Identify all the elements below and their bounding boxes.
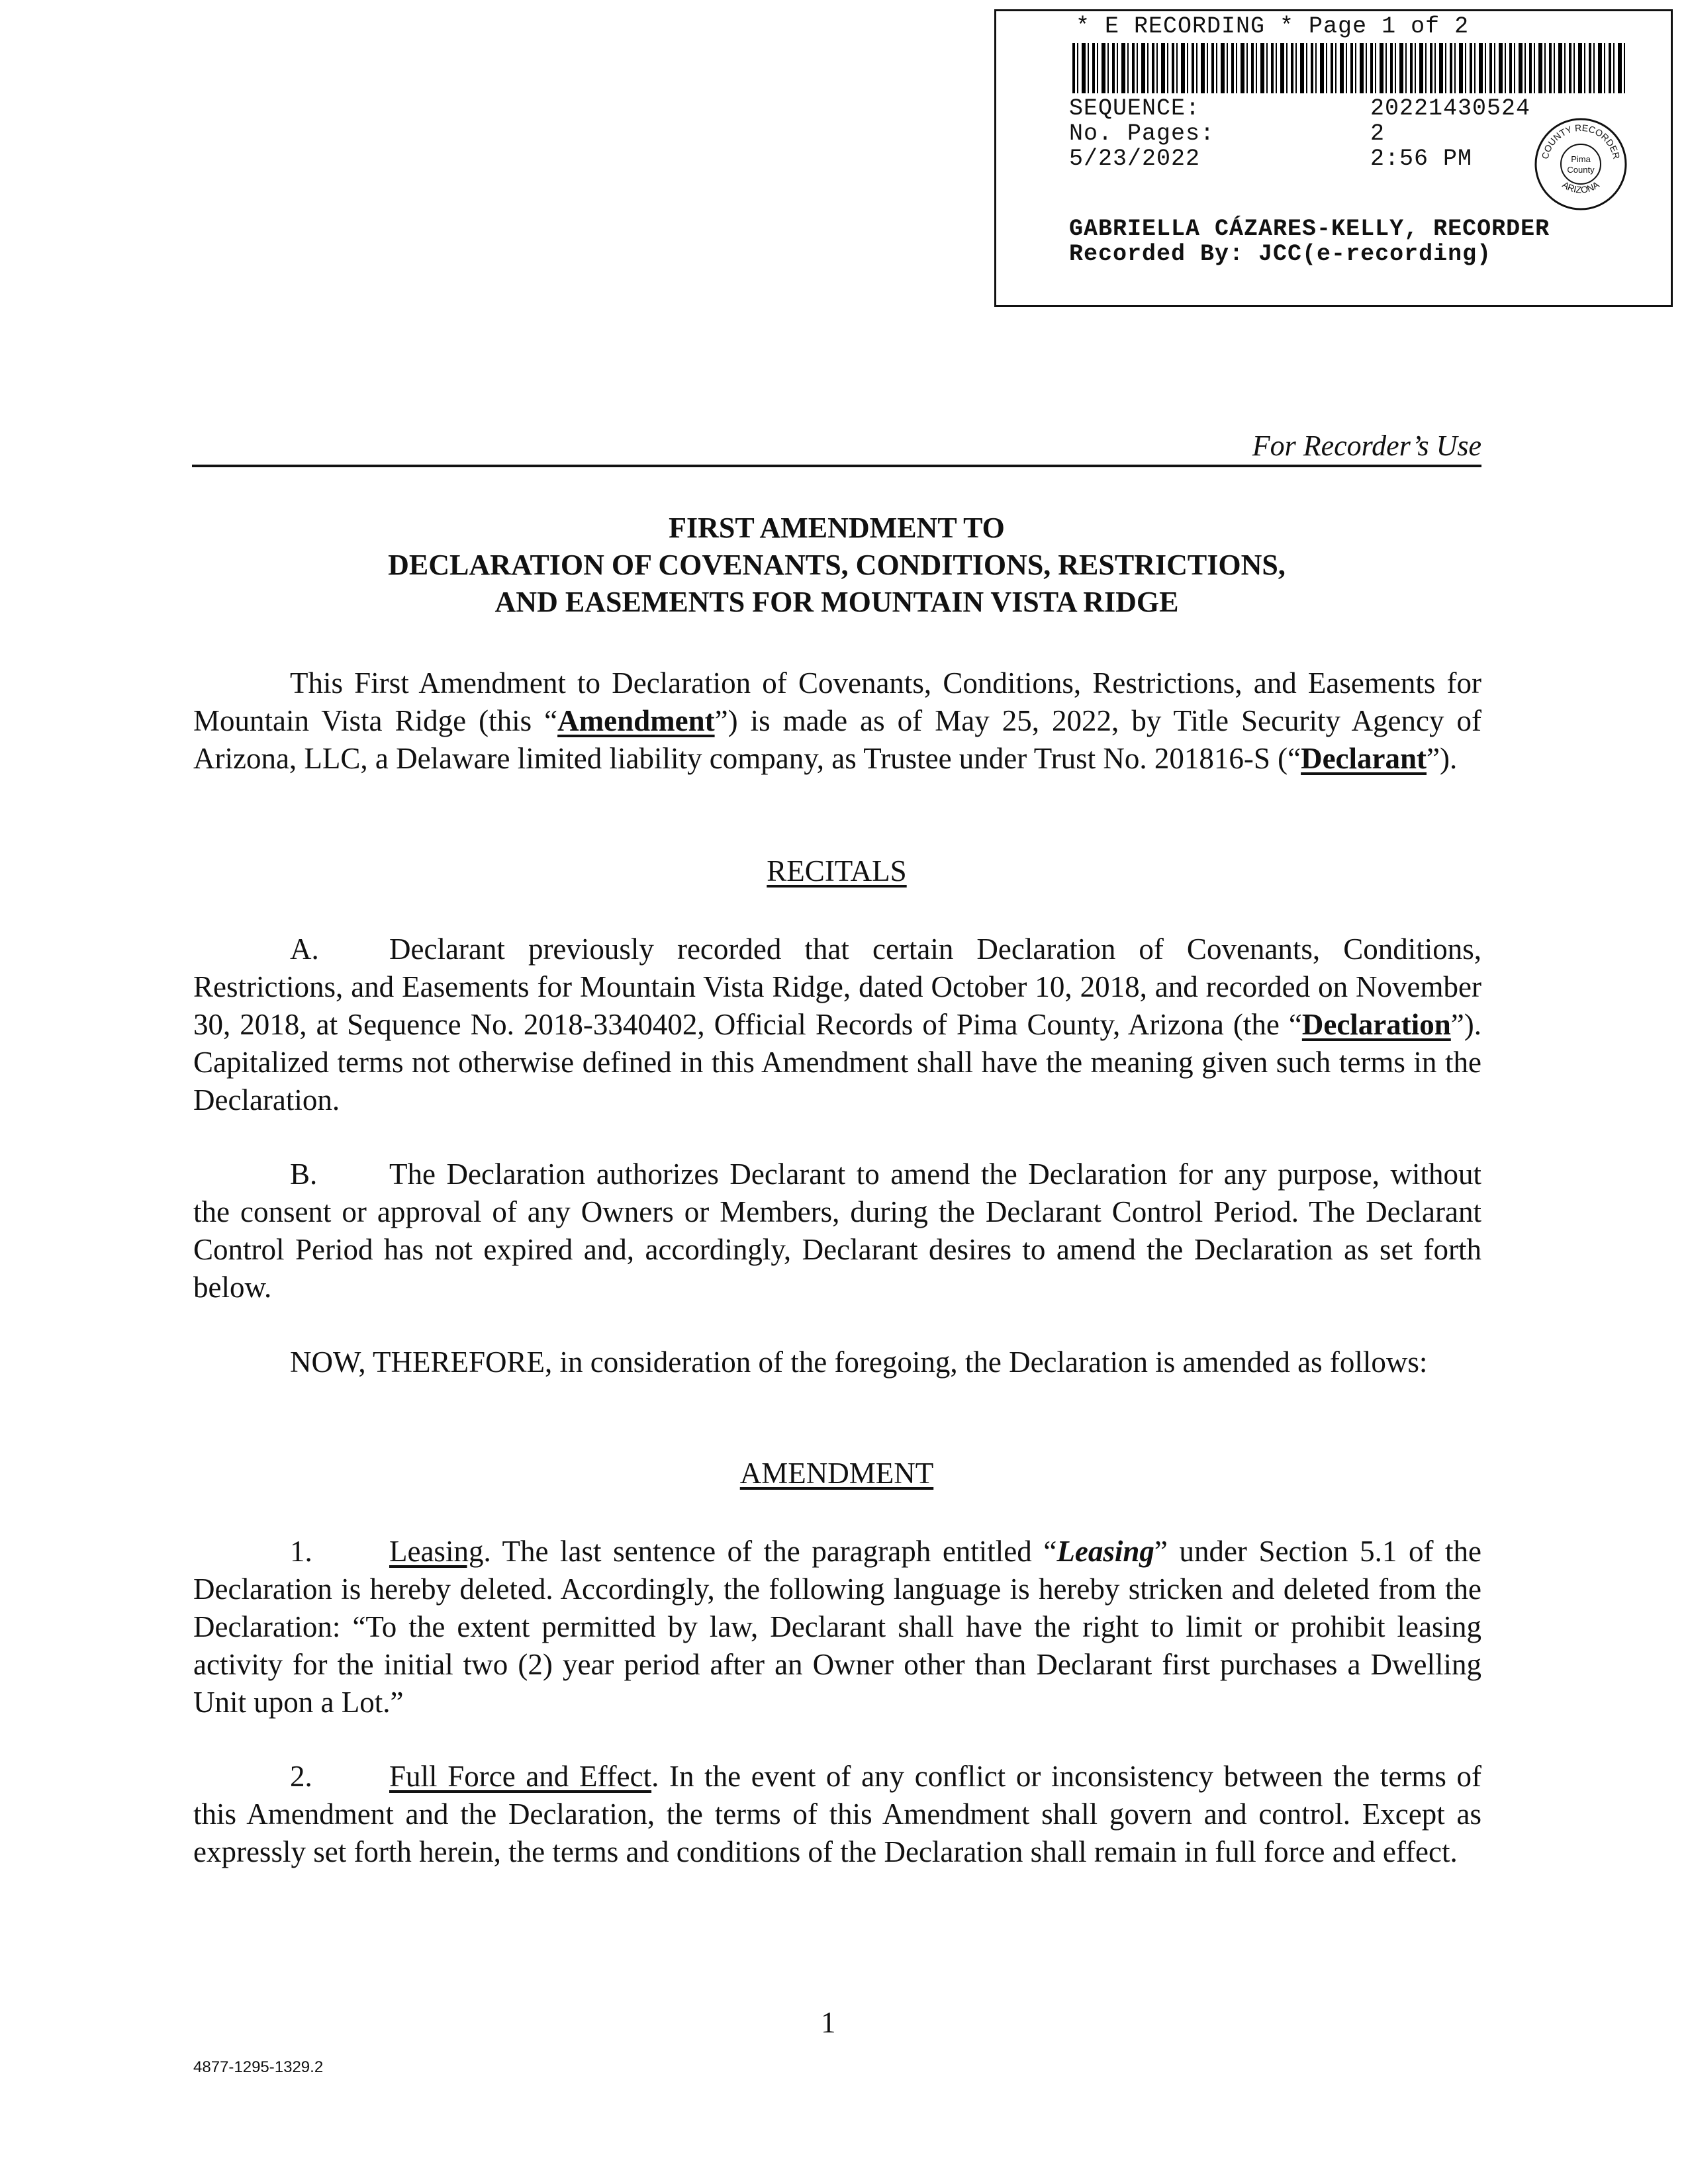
recital-a: A. Declarant previously recorded that certain Declaration of Covenants, Conditions, Restrictions, and Easements for Mountain Vista Ridge, dated October 10, 2018, and recorded on November 30, 2018, at Sequence No. 2018-3340402, Official Records of Pima County, Arizona (the “Declaration”). Capitalized terms not otherwise defined in this Amendment shall have the meaning given such terms in the Declaration. (193, 931, 1481, 1119)
section-2-full-force: 2. Full Force and Effect. In the event of any conflict or inconsistency between the terms of this Amendment and the Declaration, the terms of this Amendment shall govern and control. Except as expressly set forth herein, the terms and conditions of the Declaration shall remain in full force and effect. (193, 1758, 1481, 1871)
recitals-heading: RECITALS (767, 854, 907, 887)
section-1-label: 1. (290, 1535, 312, 1568)
defined-term-declaration: Declaration (1301, 1008, 1451, 1041)
recorder-use-label: For Recorder’s Use (1252, 430, 1481, 462)
section-1-heading: Leasing (389, 1535, 484, 1568)
svg-text:Pima: Pima (1571, 154, 1591, 164)
county-recorder-seal-icon (1531, 114, 1630, 214)
recording-date: 5/23/2022 (1069, 146, 1201, 172)
sequence-value: 20221430524 (1370, 95, 1531, 122)
header-rule (192, 465, 1481, 467)
leasing-term: Leasing (1056, 1535, 1154, 1568)
page-number: 1 (821, 2006, 836, 2039)
document-code: 4877-1295-1329.2 (193, 2058, 324, 2076)
title-line-1: FIRST AMENDMENT TO (669, 512, 1005, 544)
defined-term-amendment: Amendment (557, 704, 715, 737)
document-title (192, 510, 1481, 621)
recital-b: B. The Declaration authorizes Declarant to amend the Declaration for any purpose, without the consent or approval of any Owners or Members, during the Declarant Control Period. The Declarant Control Period has not expired and, accordingly, Declarant desires to amend the Declaration as set forth below. (193, 1156, 1481, 1306)
intro-paragraph: This First Amendment to Declaration of Covenants, Conditions, Restrictions, and Easements for Mountain Vista Ridge (this “Amendment”) is made as of May 25, 2022, by Title Security Agency of Arizona, LLC, a Delaware limited liability company, as Trustee under Trust No. 201816-S (“Declarant”). (193, 666, 1481, 775)
svg-text:COUNTY RECORDER: COUNTY RECORDER (1539, 122, 1622, 160)
section-1-leasing: 1. Leasing. The last sentence of the paragraph entitled “Leasing” under Section 5.1 of the Declaration is hereby deleted. Accordingly, the following language is hereby stricken and deleted from the Declaration: “To the extent permitted by law, Declarant shall have the right to limit or prohibit leasing activity for the initial two (2) year period after an Owner other than Declarant first purchases a Dwelling Unit upon a Lot.” (193, 1533, 1481, 1721)
stamp-header: * E RECORDING * Page 1 of 2 (1076, 13, 1470, 40)
recital-b-label: B. (290, 1158, 318, 1191)
svg-text:County: County (1567, 165, 1595, 175)
now-therefore-paragraph: NOW, THEREFORE, in consideration of the foregoing, the Declaration is amended as follows: (290, 1345, 1428, 1379)
amendment-heading: AMENDMENT (739, 1457, 934, 1490)
svg-text:ARIZONA: ARIZONA (1560, 179, 1601, 195)
section-2-heading: Full Force and Effect (389, 1760, 652, 1793)
sequence-label: SEQUENCE: (1069, 95, 1201, 122)
defined-term-declarant: Declarant (1301, 742, 1427, 775)
recording-stamp (994, 9, 1673, 307)
pages-value: 2 (1370, 120, 1385, 147)
pages-label: No. Pages: (1069, 120, 1215, 147)
recital-a-label: A. (290, 933, 319, 966)
barcode (1072, 43, 1628, 93)
recording-time: 2:56 PM (1370, 146, 1473, 172)
section-2-label: 2. (290, 1760, 312, 1793)
recorder-name: GABRIELLA CÁZARES-KELLY, RECORDER (1069, 216, 1550, 242)
title-line-2: DECLARATION OF COVENANTS, CONDITIONS, RESTRICTIONS, (388, 549, 1286, 581)
title-line-3: AND EASEMENTS FOR MOUNTAIN VISTA RIDGE (494, 586, 1179, 618)
recorded-by: Recorded By: JCC(e-recording) (1069, 241, 1492, 267)
